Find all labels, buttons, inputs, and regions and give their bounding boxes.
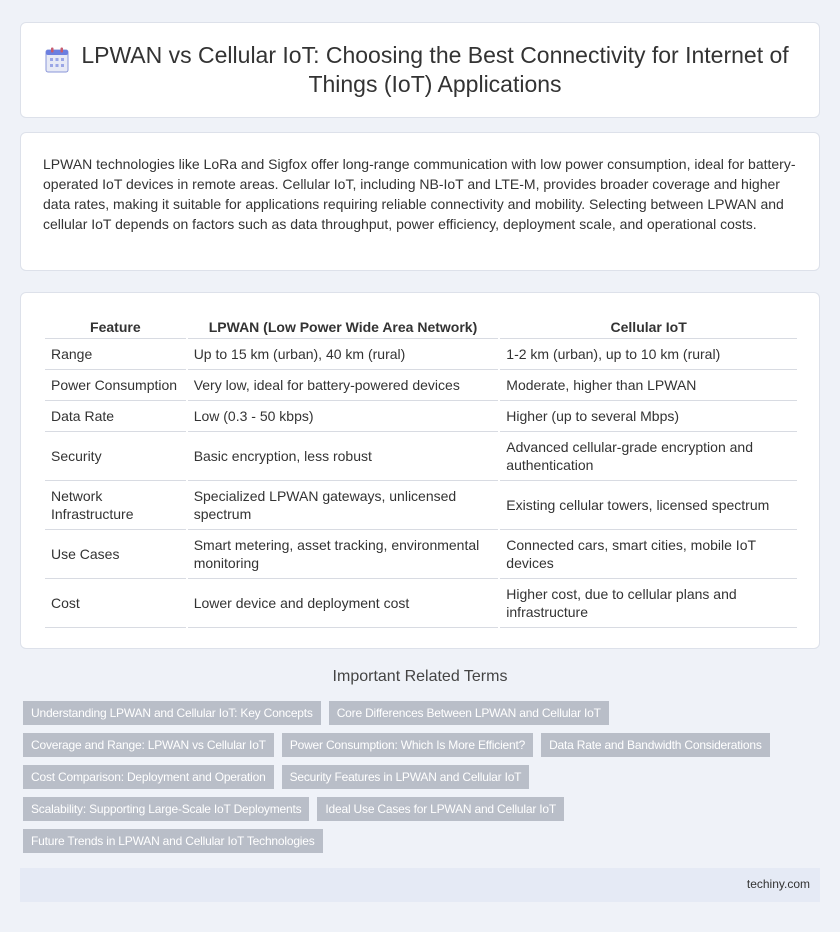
row-cellular: Higher (up to several Mbps): [500, 401, 797, 432]
row-lpwan: Lower device and deployment cost: [188, 579, 499, 628]
related-term-tag[interactable]: Future Trends in LPWAN and Cellular IoT Technologies: [23, 829, 323, 853]
row-cellular: 1-2 km (urban), up to 10 km (rural): [500, 339, 797, 370]
related-terms-list: [23, 701, 813, 861]
related-term-tag[interactable]: Understanding LPWAN and Cellular IoT: Key Concepts: [23, 701, 321, 725]
intro-paragraph: LPWAN technologies like LoRa and Sigfox offer long-range communication with low power consumption, ideal for battery-operated IoT devices in remote areas. Cellular IoT, including NB-IoT and LTE-M, provides broader coverage and higher data rates, making it suitable for applications requiring reliable connectivity and mobility. Selecting between LPWAN and cellular IoT depends on factors such as data throughput, power efficiency, deployment scale, and operational costs.: [43, 156, 796, 232]
related-term-tag[interactable]: Power Consumption: Which Is More Efficient?: [282, 733, 533, 757]
row-feature: Cost: [45, 579, 186, 628]
row-cellular: Connected cars, smart cities, mobile IoT devices: [500, 530, 797, 579]
related-term-tag[interactable]: Cost Comparison: Deployment and Operation: [23, 765, 274, 789]
table-row: [45, 530, 797, 579]
row-feature: Power Consumption: [45, 370, 186, 401]
related-term-tag[interactable]: Scalability: Supporting Large-Scale IoT Deployments: [23, 797, 309, 821]
row-feature: Security: [45, 432, 186, 481]
header-lpwan: LPWAN (Low Power Wide Area Network): [188, 313, 499, 339]
header-feature: Feature: [45, 313, 186, 339]
header-cellular: Cellular IoT: [500, 313, 797, 339]
row-cellular: Higher cost, due to cellular plans and infrastructure: [500, 579, 797, 628]
comparison-table: [43, 313, 799, 628]
related-term-tag[interactable]: Core Differences Between LPWAN and Cellular IoT: [329, 701, 609, 725]
row-cellular: Advanced cellular-grade encryption and authentication: [500, 432, 797, 481]
row-lpwan: Specialized LPWAN gateways, unlicensed spectrum: [188, 481, 499, 530]
row-cellular: Existing cellular towers, licensed spectrum: [500, 481, 797, 530]
footer-site-link[interactable]: techiny.com: [746, 877, 810, 891]
page-title: LPWAN vs Cellular IoT: Choosing the Best Connectivity for Internet of Things (IoT) Applications: [81, 42, 789, 97]
related-term-tag[interactable]: Security Features in LPWAN and Cellular IoT: [282, 765, 530, 789]
table-row: [45, 401, 797, 432]
table-row: [45, 481, 797, 530]
row-cellular: Moderate, higher than LPWAN: [500, 370, 797, 401]
related-term-tag[interactable]: Data Rate and Bandwidth Considerations: [541, 733, 770, 757]
row-feature: Network Infrastructure: [45, 481, 186, 530]
intro-card: [20, 132, 820, 271]
related-term-tag[interactable]: Coverage and Range: LPWAN vs Cellular IoT: [23, 733, 274, 757]
row-lpwan: Up to 15 km (urban), 40 km (rural): [188, 339, 499, 370]
row-lpwan: Very low, ideal for battery-powered devices: [188, 370, 499, 401]
footer: [20, 868, 820, 902]
related-terms-title: Important Related Terms: [332, 668, 508, 685]
row-feature: Range: [45, 339, 186, 370]
related-term-tag[interactable]: Ideal Use Cases for LPWAN and Cellular IoT: [317, 797, 564, 821]
row-lpwan: Low (0.3 - 50 kbps): [188, 401, 499, 432]
table-row: [45, 370, 797, 401]
row-lpwan: Smart metering, asset tracking, environmental monitoring: [188, 530, 499, 579]
row-lpwan: Basic encryption, less robust: [188, 432, 499, 481]
table-row: [45, 339, 797, 370]
table-row: [45, 432, 797, 481]
comparison-table-card: [20, 292, 820, 649]
row-feature: Use Cases: [45, 530, 186, 579]
row-feature: Data Rate: [45, 401, 186, 432]
table-header-row: [45, 313, 797, 339]
header-card: [20, 22, 820, 118]
table-row: [45, 579, 797, 628]
